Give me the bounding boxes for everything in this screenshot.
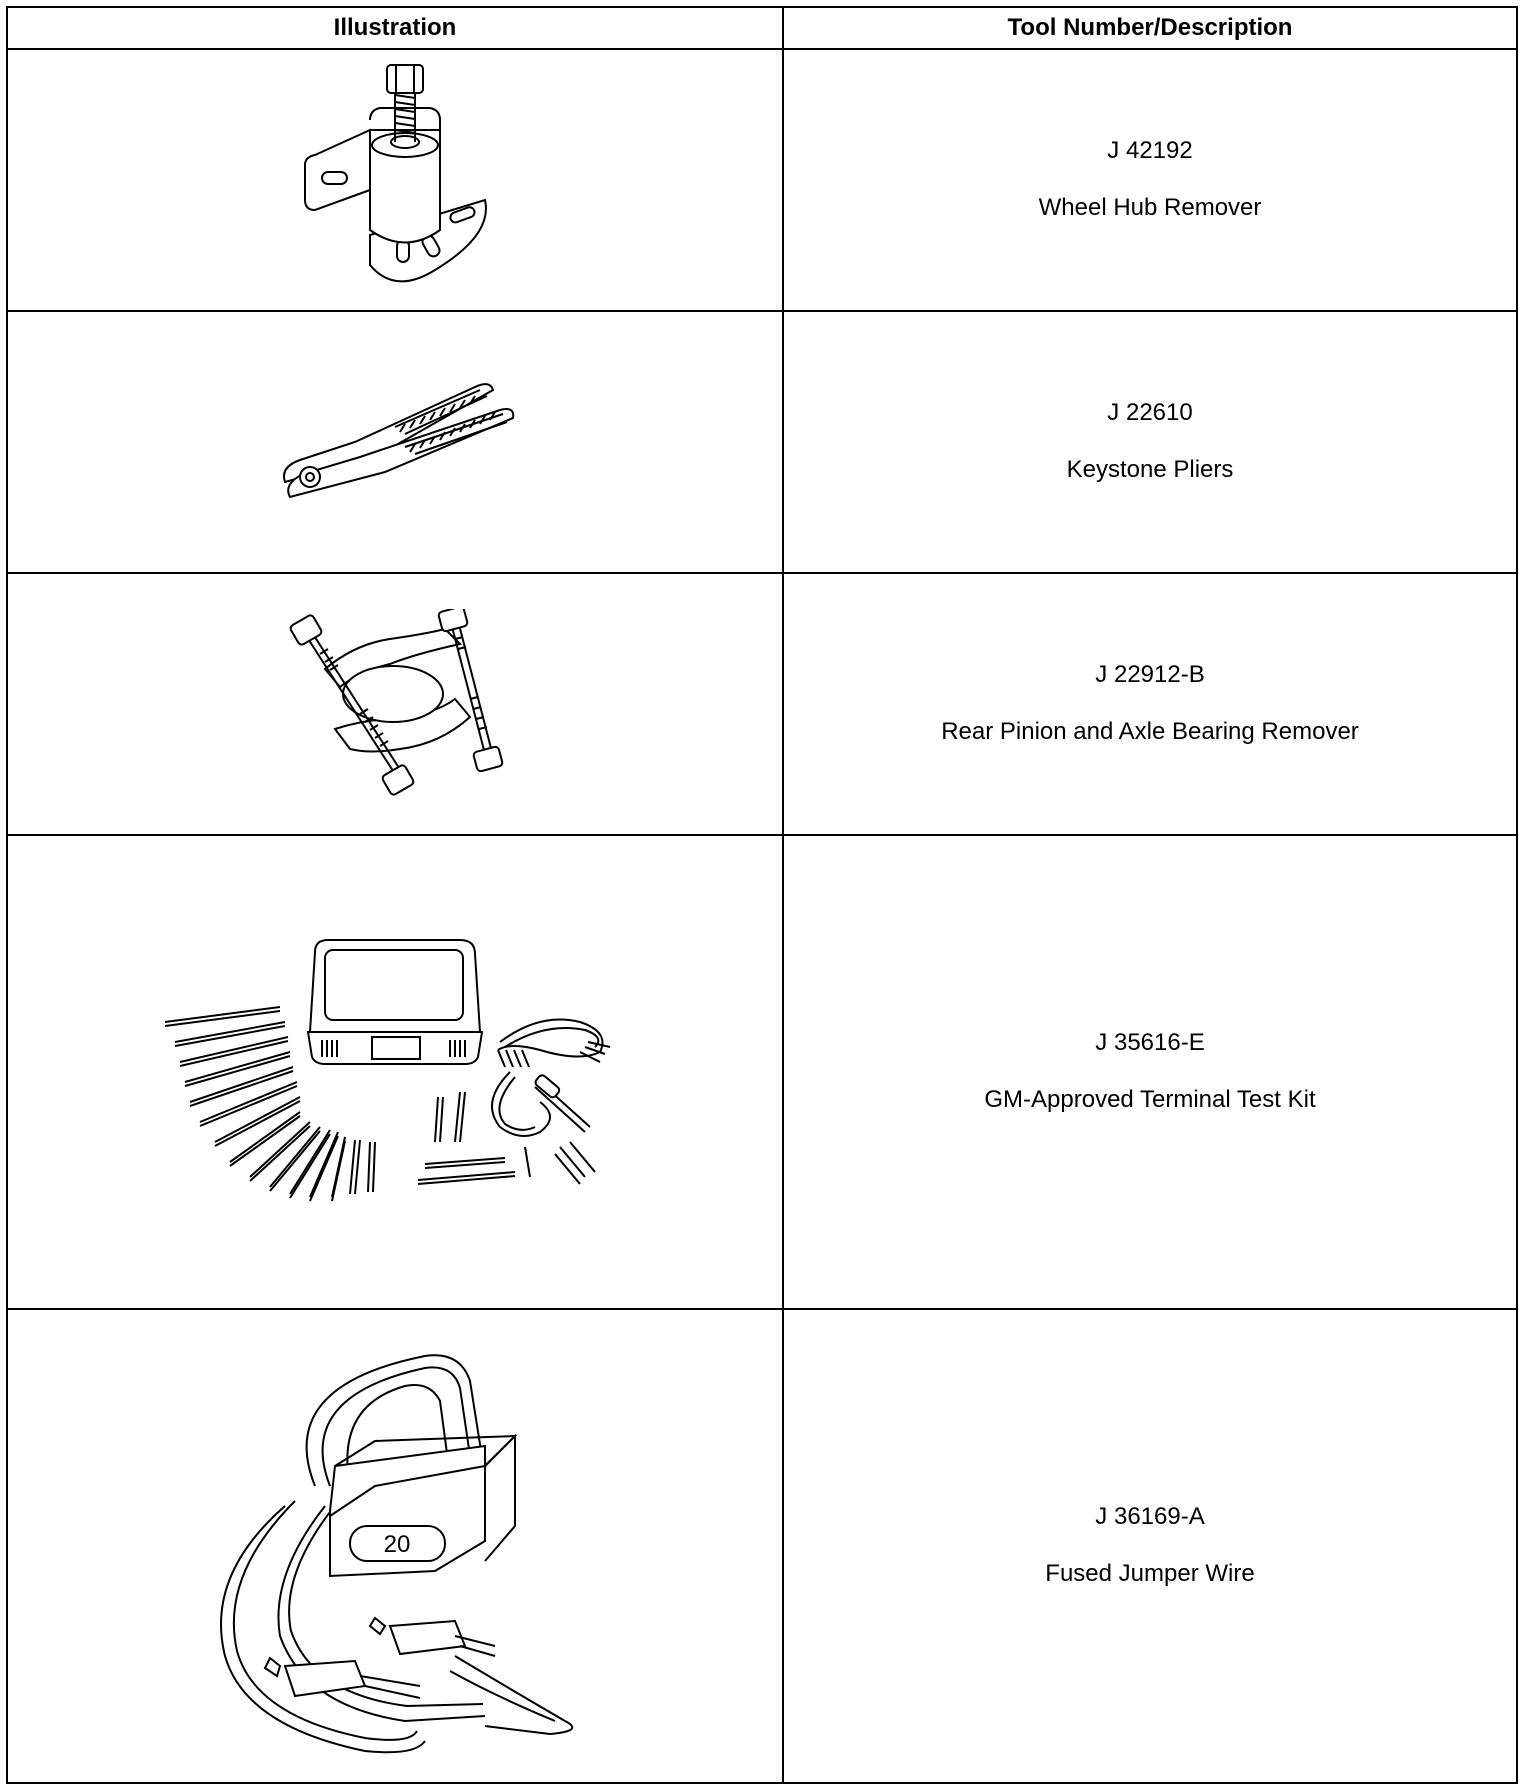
tool-description: Fused Jumper Wire: [1045, 1560, 1255, 1587]
illustration-cell: [7, 573, 783, 835]
illustration-header: Illustration: [7, 7, 783, 49]
table-row: [7, 49, 1517, 311]
tool-description: GM-Approved Terminal Test Kit: [984, 1086, 1316, 1113]
bearing-remover-illustration: [275, 609, 515, 799]
description-cell: [783, 311, 1517, 573]
header-row: [7, 7, 1517, 49]
terminal-test-kit-illustration: [160, 932, 630, 1212]
tool-number: J 35616-E: [1095, 1029, 1205, 1057]
special-tools-table: [6, 6, 1518, 1784]
tool-header: Tool Number/Description: [783, 7, 1517, 49]
description-cell: [783, 1309, 1517, 1783]
illustration-cell: [7, 835, 783, 1309]
keystone-pliers-illustration: [275, 372, 515, 512]
fused-jumper-wire-illustration: [185, 1326, 605, 1766]
tool-number: J 22610: [1107, 399, 1193, 427]
tool-description: Rear Pinion and Axle Bearing Remover: [941, 718, 1359, 745]
illustration-cell: [7, 1309, 783, 1783]
fuse-amperage-label: 20: [383, 1531, 411, 1558]
table-row: [7, 835, 1517, 1309]
description-cell: [783, 49, 1517, 311]
illustration-cell: [7, 311, 783, 573]
illustration-cell: [7, 49, 783, 311]
wheel-hub-remover-illustration: [275, 60, 515, 300]
tool-number: J 42192: [1107, 137, 1193, 165]
tool-number: J 36169-A: [1095, 1503, 1205, 1531]
description-cell: [783, 835, 1517, 1309]
description-cell: [783, 573, 1517, 835]
table-row: [7, 573, 1517, 835]
tool-number: J 22912-B: [1095, 661, 1205, 689]
tool-description: Wheel Hub Remover: [1038, 194, 1262, 221]
tool-description: Keystone Pliers: [1066, 456, 1234, 483]
table-row: [7, 1309, 1517, 1783]
table-row: [7, 311, 1517, 573]
